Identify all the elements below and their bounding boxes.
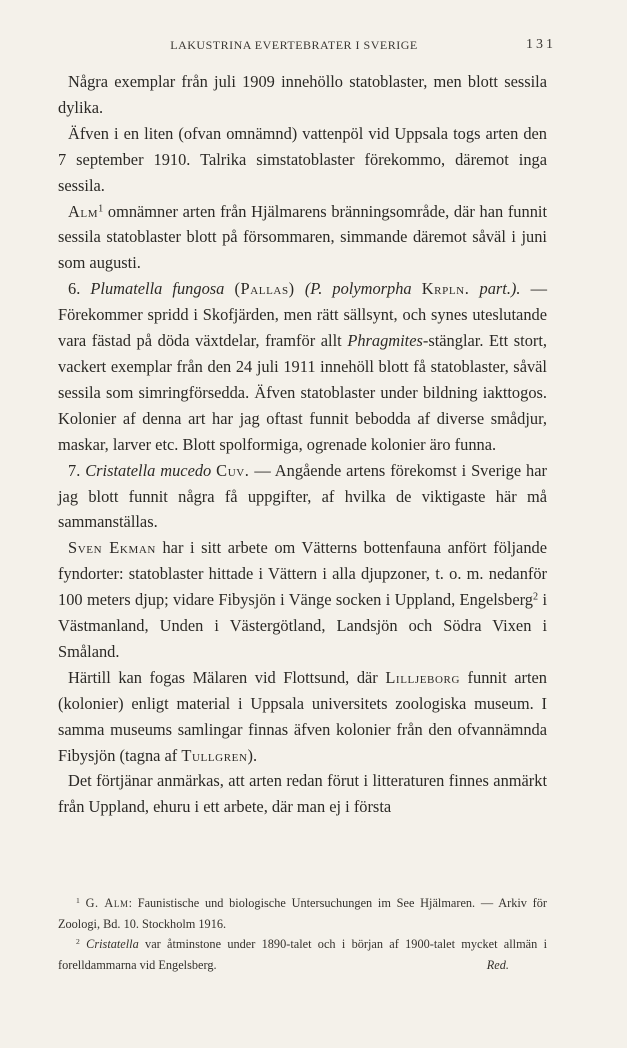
synonym-part: part.). — [479, 279, 521, 299]
paragraph-text: funnit arten (kolonier) enligt material i Uppsala universitets zoologiska museum. I samma museums samlingar finnas äfven kolonier från den ofvannämnda Fibysjön (tagna af — [58, 667, 548, 765]
footnote-1 — [58, 893, 547, 934]
entry-number: 7. — [68, 460, 86, 480]
footnote-mark: 1 — [76, 895, 80, 905]
footnote-ref: 2 — [533, 591, 539, 603]
paragraph-text: omnämner arten från Hjälmarens bränningsområde, där han funnit sessila statoblaster blott på försommaren, simmande däremot såväl i juni som augusti. — [58, 201, 547, 273]
author-name: Tullgren — [181, 745, 248, 765]
paragraph-text: Härtill kan fogas Mälaren vid Flottsund, där — [68, 667, 386, 687]
paragraph-text: — Förekommer spridd i Skofjärden, men rätt sällsynt, och synes uteslutande vara fästad på döda växtdelar, framför allt — [58, 279, 547, 351]
footnote-2 — [58, 934, 547, 975]
author-name: Lilljeborg — [385, 667, 460, 687]
paragraph-text: har i sitt arbete om Vätterns bottenfauna anfört följande fyndorter: statoblaster hittade i Vättern i alla djupzoner, t. o. m. nedanför 100 meters djup; vidare Fibysjön i Vänge socken i Uppland, Engelsberg — [58, 538, 547, 610]
genus-name: Phragmites — [347, 331, 423, 351]
author-name: Krpln. — [421, 279, 470, 299]
paragraph-8: Det förtjänar anmärkas, att arten redan förut i litteraturen finnes anmärkt från Uppland, ehuru i ett arbete, där man ej i första — [58, 771, 547, 817]
author-name: Cuv. — [216, 460, 250, 480]
running-title: LAKUSTRINA EVERTEBRATER I SVERIGE — [170, 38, 418, 52]
paragraph-4 — [58, 276, 547, 457]
page-number: 131 — [526, 37, 556, 52]
paragraph-2: Äfven i en liten (ofvan omnämnd) vattenpöl vid Uppsala togs arten den 7 september 1910. Talrika simstatoblaster förekommo, däremot inga sessila. — [58, 123, 547, 195]
footnote-mark: 2 — [76, 936, 80, 946]
paragraph-text: i Västmanland, Unden i Västergötland, Landsjön och Södra Vixen i Småland. — [58, 590, 547, 661]
paragraph-text: -stänglar. Ett stort, vackert exemplar från den 24 juli 1911 innehöll blott få statoblaster, såväl sessila som simringförsedda. Äfven statoblaster under bildning iakttogos. Kolonier af denna art har jag oftast funnit bebodda af diverse smådjur, maskar, larver etc. Blott spolformiga, ogrenade kolonier äro funna. — [58, 331, 547, 454]
author-name: Sven Ekman — [68, 538, 156, 558]
paragraph-text: ). — [247, 745, 258, 765]
author-name: Alm — [68, 201, 99, 221]
body-text — [58, 69, 547, 820]
footnotes — [58, 893, 547, 975]
paragraph-6 — [58, 535, 547, 665]
footnote-ref: 1 — [98, 202, 104, 214]
paragraph-1: Några exemplar från juli 1909 innehöllo statoblaster, men blott sessila dylika. — [58, 72, 547, 117]
author-name: G. Alm — [85, 896, 129, 910]
author-name: (Pallas) — [234, 279, 295, 299]
footnote-text: : Faunistische und biologische Untersuchungen im See Hjälmaren. — Arkiv för Zoologi, Bd. 10. Stockholm 1916. — [58, 896, 548, 931]
synonym-name: polymorpha — [332, 279, 412, 299]
species-name: Cristatella — [86, 937, 139, 951]
entry-number: 6. — [68, 279, 91, 299]
species-name: Cristatella mucedo — [85, 460, 212, 480]
footnote-text: var åtminstone under 1890-talet och i början af 1900-talet mycket allmän i forelldammarna vid Engelsberg. — [58, 937, 547, 972]
editor-signature: Red. — [486, 957, 509, 972]
paragraph-7 — [58, 665, 547, 769]
paragraph-3 — [58, 199, 547, 277]
synonym-open: (P. — [304, 279, 333, 299]
species-name: Plumatella fungosa — [90, 279, 225, 299]
paragraph-5 — [58, 458, 547, 536]
paragraph-text: — Angående artens förekomst i Sverige har jag blott funnit några få uppgifter, af hvilka de viktigaste här må sammanställas. — [58, 460, 547, 532]
